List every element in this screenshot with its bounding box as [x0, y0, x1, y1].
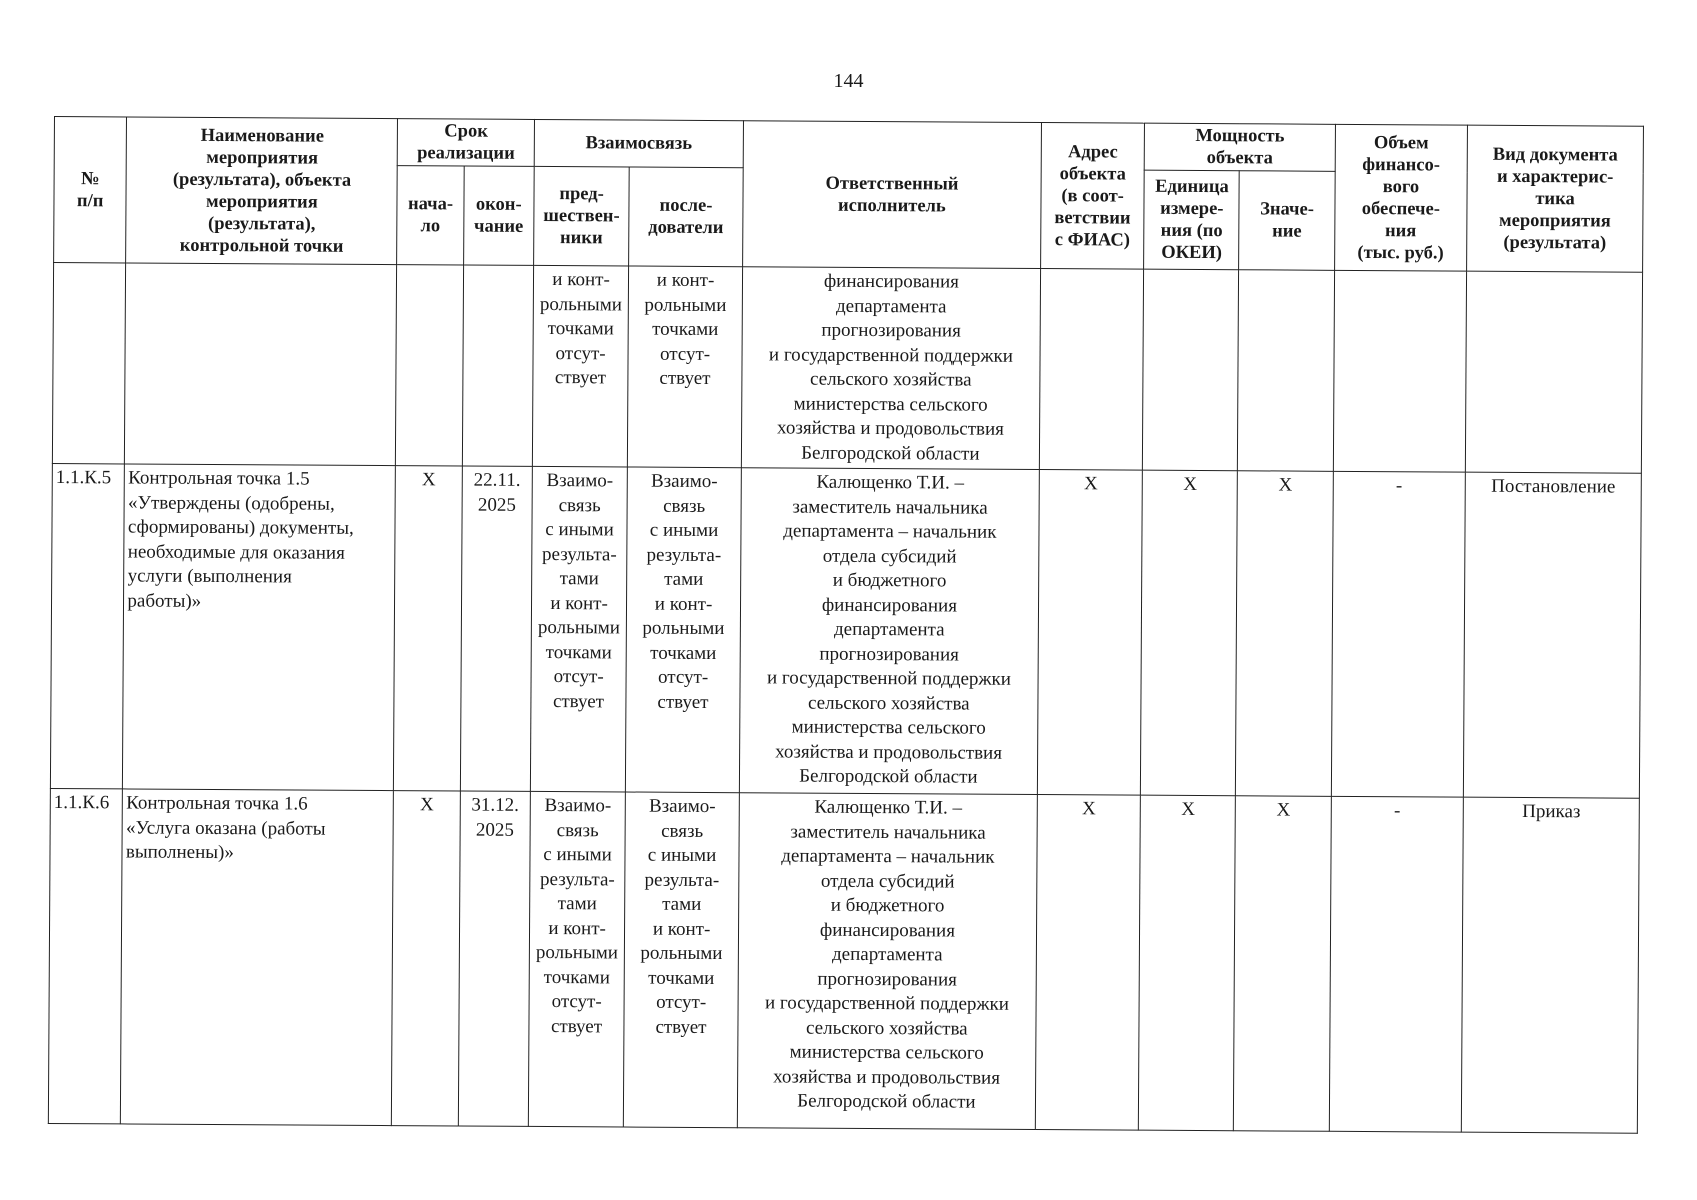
cell-responsible: финансирования департамента прогнозирования и государственной поддержки сельского хозяйства министерства сельского хозяйства и продовольствия Белгородской области	[741, 267, 1040, 470]
cell-succ: Взаимо- связь с иными результа- тами и конт- рольными точками отсут- ствует	[623, 792, 739, 1128]
cell-name: Контрольная точка 1.6 «Услуга оказана (работы выполнены)»	[121, 789, 394, 1126]
header-relation: Взаимосвязь	[534, 119, 743, 167]
table-row-continuation	[52, 263, 1642, 474]
cell-address: X	[1037, 470, 1142, 796]
cell-unit: X	[1141, 470, 1238, 796]
cell-pred: Взаимо- связь с иными результа- тами и конт- рольными точками отсут- ствует	[530, 466, 627, 792]
header-relation-pred: пред- шествен- ники	[534, 166, 630, 266]
cell-value	[1238, 270, 1334, 472]
cell-doc: Постановление	[1463, 472, 1641, 798]
cell-value: X	[1234, 796, 1331, 1132]
cell-unit: X	[1139, 795, 1236, 1131]
cell-finance	[1333, 270, 1467, 472]
cell-start: X	[394, 466, 462, 791]
cell-address: X	[1035, 795, 1140, 1131]
header-capacity-unit: Единица измере- ния (по ОКЕИ)	[1144, 170, 1240, 270]
header-responsible: Ответственный исполнитель	[743, 121, 1042, 269]
header-name: Наименование мероприятия (результата), объекта мероприятия (результата), контрольной точки	[126, 117, 398, 265]
cell-num	[52, 263, 126, 464]
cell-doc: Приказ	[1461, 797, 1639, 1133]
header-finance: Объем финансо- вого обеспече- ния (тыс. руб.)	[1334, 124, 1467, 271]
cell-succ: Взаимо- связь с иными результа- тами и конт- рольными точками отсут- ствует	[626, 467, 742, 793]
cell-responsible: Калющенко Т.И. – заместитель начальника департамента – начальник отдела субсидий и бюджетного финансирования департамента прогнозирования и государственной поддержки сельского хозяйства министерства сельского хозяйства и продовольствия Белгородской области	[739, 468, 1039, 795]
cell-name	[125, 263, 397, 466]
page-number: 144	[833, 70, 864, 92]
cell-unit	[1143, 269, 1239, 471]
cell-finance: -	[1329, 796, 1463, 1132]
cell-end: 31.12. 2025	[458, 791, 530, 1126]
table-header	[54, 117, 1644, 273]
header-term: Срок реализации	[398, 119, 535, 167]
cell-start: X	[392, 791, 460, 1126]
cell-value: X	[1236, 471, 1333, 797]
header-doc-type: Вид документа и характерис- тика мероприятия (результата)	[1467, 125, 1644, 272]
header-relation-succ: после- дователи	[629, 167, 743, 267]
cell-responsible: Калющенко Т.И. – заместитель начальника департамента – начальник отдела субсидий и бюджетного финансирования департамента прогнозирования и государственной поддержки сельского хозяйства министерства сельского хозяйства и продовольствия Белгородской области	[737, 793, 1037, 1130]
cell-name: Контрольная точка 1.5 «Утверждены (одобрены, сформированы) документы, необходимые для оказания услуги (выполнения работы)»	[123, 464, 396, 791]
header-term-start: нача- ло	[397, 166, 464, 265]
cell-end: 22.11. 2025	[460, 466, 532, 791]
table-row	[50, 463, 1641, 798]
cell-end	[462, 265, 534, 466]
header-capacity-value: Значе- ние	[1239, 171, 1335, 271]
plan-table	[48, 116, 1644, 1134]
cell-pred: и конт- рольными точками отсут- ствует	[532, 265, 628, 467]
header-num: № п/п	[54, 117, 127, 263]
cell-num: 1.1.К.5	[50, 463, 124, 788]
cell-succ: и конт- рольными точками отсут- ствует	[628, 266, 743, 468]
header-term-end: окон- чание	[463, 166, 534, 265]
cell-address	[1039, 269, 1144, 471]
cell-doc	[1465, 271, 1642, 473]
table-row	[48, 788, 1639, 1133]
cell-pred: Взаимо- связь с иными результа- тами и конт- рольными точками отсут- ствует	[528, 791, 625, 1127]
header-address: Адрес объекта (в соот- ветствии с ФИАС)	[1040, 123, 1144, 270]
cell-num: 1.1.К.6	[48, 788, 122, 1123]
cell-start	[396, 265, 463, 466]
header-capacity: Мощность объекта	[1145, 123, 1336, 171]
cell-finance: -	[1331, 471, 1465, 797]
